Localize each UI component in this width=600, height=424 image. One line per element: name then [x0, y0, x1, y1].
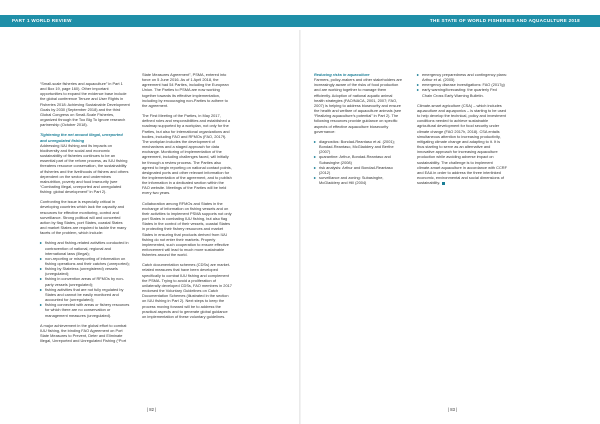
- right-page-publication-title: THE STATE OF WORLD FISHERIES AND AQUACULTURE 2018: [429, 18, 580, 23]
- page-gutter: [299, 30, 301, 424]
- right-page-header-bar: [300, 15, 600, 27]
- list-item: ▸ early warning/forecasting: the quarterly Fed Chain Cross Early Warning Bulletin.: [417, 87, 497, 98]
- paragraph: “Small-scale fisheries and aquaculture” in Part 1 and Box 19, page 160). Other important opportunities to expand the evidence base include the global conference Tenure and User Rights in Fisheries 2018: Achieving Sustainable Development Goals by 2030 (September 2018) and the third Global Congress on Small-Scale Fisheries, organized through the Too Big To Ignore research partnership (October 2018).: [40, 81, 130, 128]
- right-page-column-1: [314, 72, 404, 190]
- bullet-list-iuu-facets: [40, 240, 130, 317]
- left-page-number: | 82 |: [147, 407, 157, 412]
- paragraph: The First Meeting of the Parties, in May 2017, defined roles and responsibilities and established a roadmap supported by a workplan, not only for the Parties, but also for international organizations and bodies, including FAO and RFMOs (FAO, 2017f). The workplan includes the development of mechanisms and a staged approach for data exchange. Monitoring of implementation of the agreement, including challenges faced, will initially be through a review process. The Parties also agreed to begin reporting on national contact points, designated ports and other relevant information for the implementation of the agreement, and to publish the information in a dedicated section within the FAO website. Meetings of the Parties will be held every two years.: [142, 113, 232, 196]
- paragraph: Collaboration among RFMOs and States in the exchange of information on fishing vessels and on their activities to implement PSMA supports not only port States in combating IUU fishing, but also flag States in the control of their vessels, coastal States in protecting their fishery resources and market States in ensuring that products derived from IUU fishing do not enter their markets. Properly implemented, such cooperation to ensure effective enforcement will lead to much more sustainable fisheries around the world.: [142, 200, 232, 258]
- bullet-list-biosecurity-resources-continued: [417, 72, 507, 98]
- paragraph: Confronting the issue is especially critical in developing countries which lack the capacity and resources for effective monitoring, control and surveillance. Strong political will and concerted action by flag States, port States, coastal States and market States are required to tackle the many facets of the problem, which include:: [40, 199, 127, 236]
- right-page-number: | 83 |: [448, 407, 458, 412]
- list-item: ▸ fishing in convention areas of RFMOs by non-party vessels (unregulated);: [40, 276, 124, 287]
- end-of-section-icon: [442, 182, 445, 185]
- paragraph: Farmers, policy-makers and other stakeholders are increasingly aware of the risks of food production and are working together to manage them efficiently. Adoption of national aquatic animal health strategies (FAO/NACA, 2001, 2007; FAO, 2007) is helping to address biosecurity and ensure the health and welfare of aquaculture animals (see “Realizing aquaculture’s potential” in Part 2). The following resources provide guidance on specific aspects of effective aquaculture biosecurity governance:: [314, 77, 403, 134]
- list-item: ▸ fishing and fishing-related activities conducted in contravention of national, regional and international laws (illegal);: [40, 240, 129, 256]
- paragraph: A major achievement in the global effort to combat IUU fishing, the binding FAO Agreement on Port State Measures to Prevent, Deter and Eliminate Illegal, Unreported and Unregulated Fishing (“Port: [40, 322, 127, 344]
- bullet-icon: ▸: [314, 174, 316, 180]
- list-item: ▸ diagnostics: Bondad-Reantaso et al. (2001); Bondad-Reantaso, McGladdery and Berthe (2007): [314, 138, 395, 155]
- list-item: ▸ risk analysis: Arthur and Bondad-Reantaso (2012): [314, 164, 393, 175]
- bullet-icon: ▸: [417, 87, 419, 93]
- left-page-header-bar: [0, 15, 300, 27]
- bullet-icon: ▸: [40, 302, 42, 308]
- bullet-icon: ▸: [417, 82, 419, 88]
- list-item: ▸ quarantine: Arthur, Bondad-Reantaso and Subasinghe (2008): [314, 154, 391, 165]
- section-heading-aquaculture-risks: Reducing risks in aquaculture: [314, 72, 370, 77]
- bullet-icon: ▸: [314, 138, 316, 144]
- paragraph: Climate-smart agriculture (CSA) – which includes aquaculture and aquaponics – is starting to be used to help develop the technical, policy and investment conditions needed to achieve sustainable agricultural development for food security under climate change (FAO 2017h, 2018). CSA entails simultaneous attention to increasing productivity, mitigating climate change and adapting to it. It is thus starting to serve as an alternative and innovative approach for increasing aquaculture production while avoiding adverse impact on sustainability. The challenge is to implement climate-smart aquaculture in accordance with CCRF and EAA in order to address the three interlinked economic, environmental and social dimensions of sustainability.: [417, 102, 507, 186]
- list-item: ▸ fishing connected with areas or fishery resources for which there are no conservation or management measures (unregulated).: [40, 302, 130, 318]
- bullet-icon: ▸: [40, 240, 42, 246]
- bullet-icon: ▸: [40, 266, 42, 272]
- right-page-column-2: [417, 72, 507, 190]
- bullet-icon: ▸: [417, 72, 419, 77]
- bullet-icon: ▸: [40, 276, 42, 282]
- list-item: ▸ emergency disease investigations: FAO (2017g): [417, 82, 505, 88]
- section-heading-iuu: Tightening the net around illegal, unreported and unregulated fishing: [40, 132, 123, 143]
- left-page-column-2: [142, 72, 232, 324]
- list-item: ▸ emergency preparedness and contingency plans: Arthur et al. (2005): [417, 72, 507, 83]
- list-item: ▸ non-reporting or misreporting of information on fishing operations and their catches (unreported);: [40, 255, 130, 266]
- list-item: ▸ fishing by Stateless (unregistered) vessels (unregulated);: [40, 266, 118, 277]
- bullet-icon: ▸: [40, 286, 42, 292]
- paragraph: Addressing IUU fishing and its impacts on biodiversity and the social and economic sustainability of fisheries continues to be an essential part of the reform process, as IUU fishing threatens resource conservation, the sustainability of fisheries and the livelihoods of fishers and others dependent on the sector and undermines malnutrition, poverty and food insecurity (see “Combating illegal, unreported and unregulated fishing: global development” in Part 2).: [40, 142, 129, 195]
- left-page-section-label: PART 1 WORLD REVIEW: [12, 18, 72, 23]
- left-page-column-1: [40, 81, 130, 348]
- list-item: ▸ fishing activities that are not fully regulated by States and cannot be easily monitored and accounted for (unregulated);: [40, 286, 124, 303]
- list-item: ▸ surveillance and zoning: Subasinghe, McGladdery and Hill (2004): [314, 174, 384, 186]
- paragraph: State Measures Agreement”, PSMA, entered into force on 5 June 2016. As of 1 April 2018, the agreement had 54 Parties, including the European Union. The Parties to PSMA are now working together towards its effective implementation, including by encouraging non-Parties to adhere to the agreement.: [142, 72, 229, 108]
- bullet-icon: ▸: [314, 154, 316, 160]
- bullet-icon: ▸: [314, 164, 316, 170]
- bullet-list-biosecurity-resources: [314, 139, 404, 185]
- paragraph: Catch documentation schemes (CDSs) are market-related measures that have been developed specifically to combat IUU fishing and complement the PSMA. Trying to avoid a proliferation of unilaterally developed CDSs, FAO members in 2017 endorsed the Voluntary Guidelines on Catch Documentation Schemes (illustrated in the section on IUU fishing in Part 2). Next steps to keep the process moving forward will be to address the practical aspects and to generate global guidance on implementation of these voluntary guidelines.: [142, 262, 232, 319]
- bullet-icon: ▸: [40, 255, 42, 261]
